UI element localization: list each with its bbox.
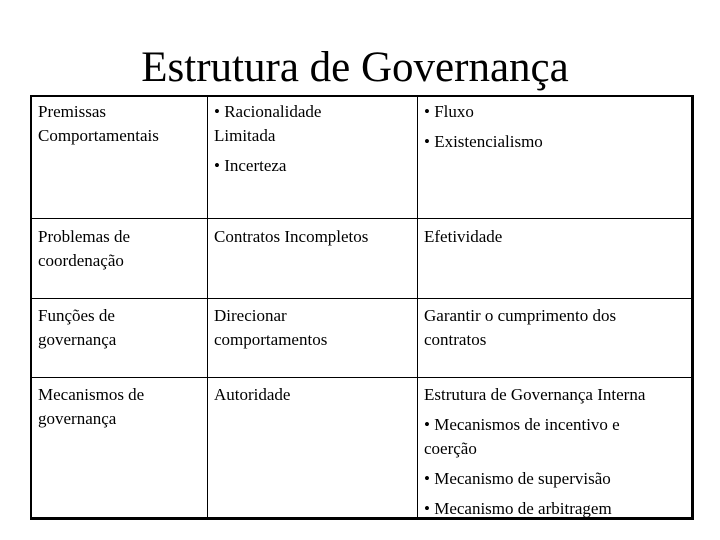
row-label-problemas <box>38 225 130 273</box>
row-label-premissas <box>38 100 159 148</box>
cell-line: Estrutura de Governança Interna <box>424 385 646 404</box>
cell-line: Limitada <box>214 126 276 145</box>
cell-line: • Existencialismo <box>424 132 543 151</box>
cell-line: contratos <box>424 330 487 349</box>
cell-line: coordenação <box>38 251 124 270</box>
row-label-funcoes <box>38 304 116 352</box>
cell-line: • Mecanismo de arbitragem <box>424 499 612 518</box>
cell-mecanismos-col2 <box>214 383 290 407</box>
cell-problemas-col3 <box>424 225 502 249</box>
cell-problemas-col2 <box>214 225 368 249</box>
cell-line: Efetividade <box>424 227 503 246</box>
cell-line: • Racionalidade <box>214 102 322 121</box>
cell-line: Autoridade <box>214 385 291 404</box>
cell-line: Comportamentais <box>38 126 159 145</box>
cell-line: • Fluxo <box>424 102 474 121</box>
cell-line: governança <box>38 330 117 349</box>
row-divider <box>32 298 691 299</box>
cell-line: Garantir o cumprimento dos <box>424 306 617 325</box>
cell-line: governança <box>38 409 117 428</box>
cell-mecanismos-col3 <box>424 383 645 521</box>
cell-line: Problemas de <box>38 227 131 246</box>
cell-line: Premissas <box>38 102 106 121</box>
cell-funcoes-col3 <box>424 304 616 352</box>
cell-premissas-col2 <box>214 100 321 178</box>
cell-line: • Mecanismos de incentivo e <box>424 415 620 434</box>
slide-title: Estrutura de Governança <box>141 44 569 91</box>
cell-line: • Incerteza <box>214 156 287 175</box>
cell-line: Contratos Incompletos <box>214 227 369 246</box>
cell-funcoes-col2 <box>214 304 327 352</box>
cell-premissas-col3 <box>424 100 543 154</box>
governance-table <box>30 95 694 520</box>
column-divider <box>417 97 418 517</box>
cell-line: coerção <box>424 439 477 458</box>
cell-line: Direcionar <box>214 306 287 325</box>
row-divider <box>32 377 691 378</box>
row-divider <box>32 218 691 219</box>
row-label-mecanismos <box>38 383 144 431</box>
cell-line: • Mecanismo de supervisão <box>424 469 611 488</box>
cell-line: Mecanismos de <box>38 385 145 404</box>
cell-line: comportamentos <box>214 330 328 349</box>
column-divider <box>207 97 208 517</box>
cell-line: Funções de <box>38 306 115 325</box>
